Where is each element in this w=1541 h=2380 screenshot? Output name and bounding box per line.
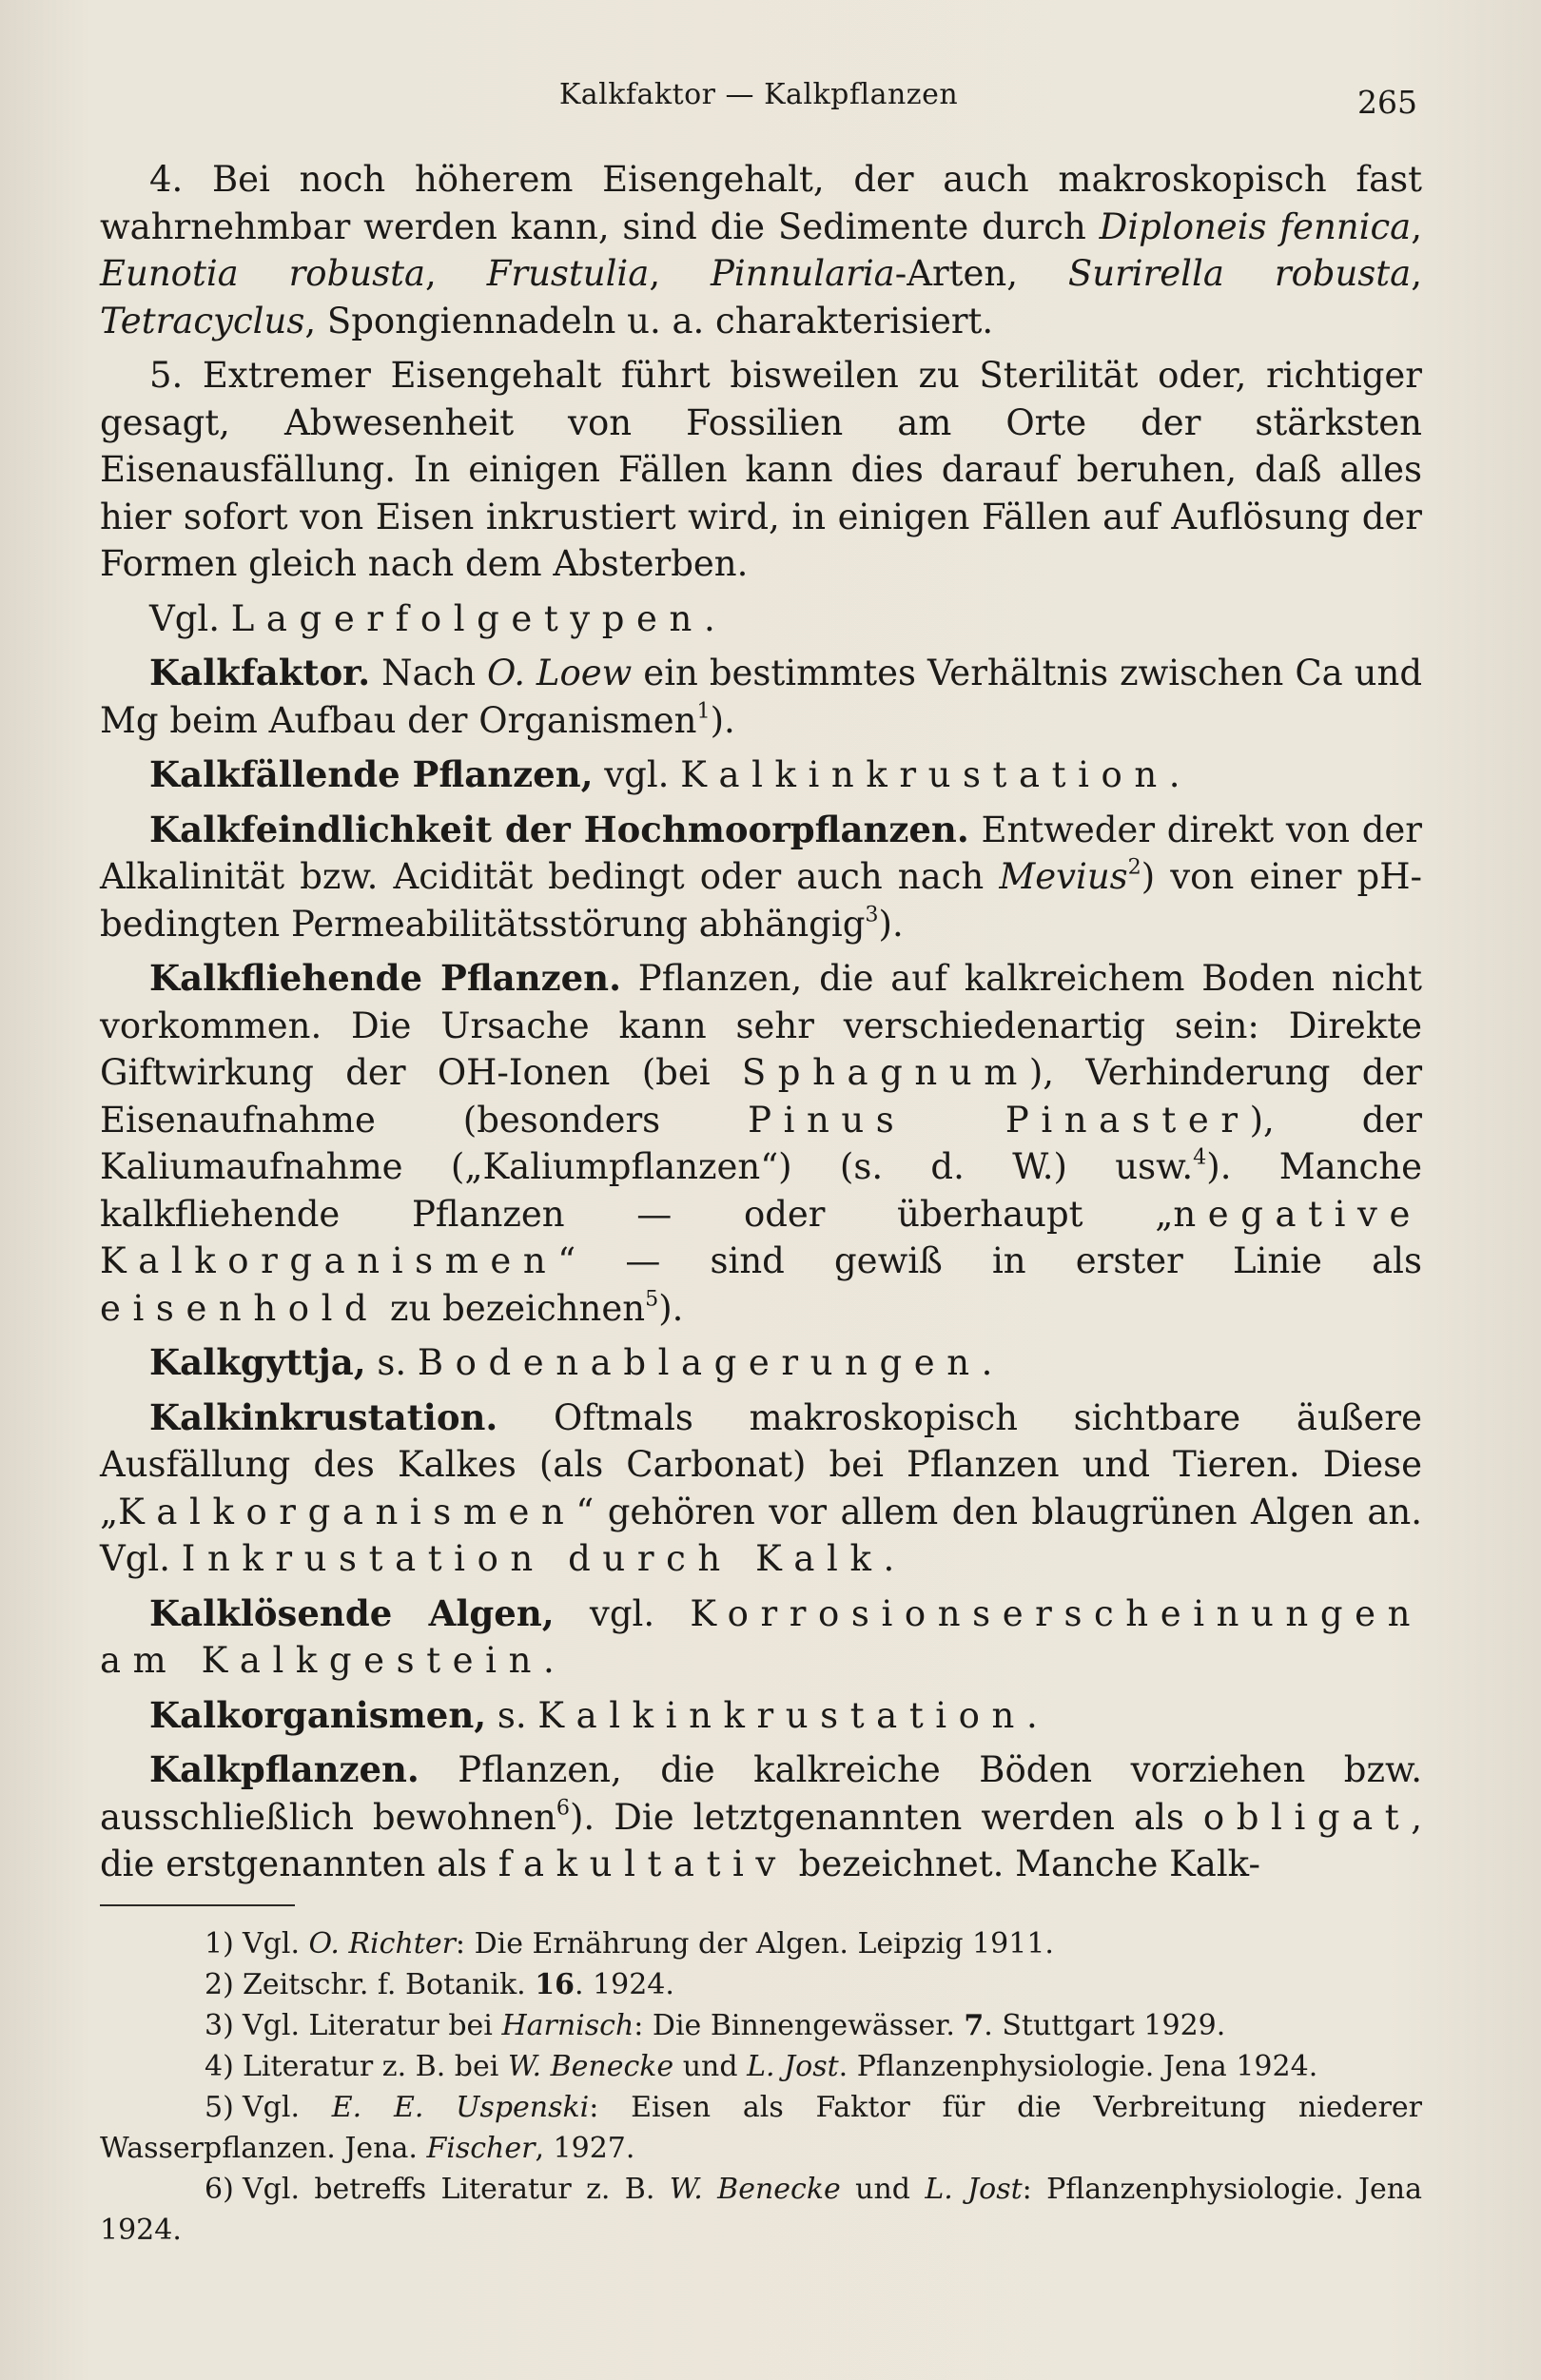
author-name: O. Richter (308, 1927, 456, 1961)
spaced-term: fakultativ (497, 1844, 788, 1884)
footnote-6 (100, 2169, 1422, 2251)
entry-headword: Kalklösende Algen, (149, 1591, 555, 1634)
text-run: vgl. (554, 1592, 691, 1634)
text-run: Zeitschr. f. Botanik. (243, 1968, 536, 2001)
footnote-number: 3) (205, 2009, 234, 2042)
spaced-term: eisenhold (100, 1287, 380, 1329)
entry-kalkfaellende-pflanzen (100, 751, 1422, 799)
paragraph-iron-4 (100, 156, 1422, 344)
text-run: : Die Binnengewässer. (634, 2009, 965, 2042)
text-run: ). (658, 1287, 684, 1329)
entry-kalkpflanzen (100, 1746, 1422, 1888)
text-run: . Pflanzenphysiologie. Jena 1924. (838, 2050, 1318, 2083)
text-run: Literatur z. B. bei (243, 2050, 508, 2083)
text-run: , (1411, 253, 1422, 294)
entry-kalkfeindlichkeit (100, 807, 1422, 948)
text-run: ). (710, 699, 735, 741)
main-text (100, 156, 1422, 1888)
author-name: L. Jost (925, 2173, 1023, 2206)
text-run: “ gehören vor allem den blaugrünen Algen an. Vgl. (100, 1491, 1422, 1579)
text-run: , Spongiennadeln u. a. charakterisiert. (304, 300, 994, 341)
footnote-5 (100, 2087, 1422, 2169)
taxon-name: Diploneis fennica (1099, 205, 1412, 247)
volume-number: 16 (535, 1968, 575, 2001)
text-run: . Stuttgart 1929. (984, 2009, 1226, 2042)
footnote-ref: 6 (556, 1794, 570, 1820)
entry-kalkorganismen (100, 1692, 1422, 1740)
author-name: W. Benecke (669, 2173, 841, 2206)
text-run: und (673, 2050, 748, 2083)
text-run: , (1411, 205, 1422, 247)
footnote-number: 4) (205, 2050, 234, 2083)
entry-kalkfaktor (100, 650, 1422, 744)
cross-reference: Korrosionserscheinungen am Kalkgestein (100, 1592, 1422, 1681)
author-name: L. Jost (747, 2050, 839, 2083)
spaced-term: Sphagnum (741, 1052, 1029, 1093)
text-run: “ — sind gewiß in erster Linie als (557, 1240, 1422, 1281)
volume-number: 7 (964, 2009, 985, 2042)
entry-headword: Kalkfaktor. (149, 652, 371, 693)
text-run: . (981, 1342, 993, 1383)
author-name: E. E. Uspenski (331, 2091, 590, 2124)
footnote-1 (100, 1923, 1422, 1964)
entry-headword: Kalkgyttja, (149, 1341, 366, 1383)
text-run: . (1025, 1694, 1038, 1736)
text-run: . (542, 1640, 555, 1681)
entry-headword: Kalkorganismen, (149, 1693, 487, 1736)
text-run: -Arten, (894, 253, 1068, 294)
text-run: Pflanzen, die kalkreiche Böden vorziehen bzw. ausschließlich bewohnen (100, 1749, 1422, 1838)
entry-kalkloesende-algen (100, 1590, 1422, 1685)
taxon-name: Tetracyclus (100, 300, 305, 341)
text-run: und (840, 2173, 926, 2206)
text-run: Vgl. (243, 2091, 332, 2124)
text-run: , (425, 253, 487, 294)
text-run: s. (365, 1342, 418, 1383)
text-run: . (1168, 754, 1180, 795)
text-run: ). (878, 903, 904, 945)
text-run: ), Verhinderung der Eisenaufnahme (besonders (100, 1052, 1422, 1141)
spaced-term: Kalkorganismen (118, 1491, 576, 1532)
page-header (100, 74, 1417, 122)
spaced-term: negative Kalkorganismen (100, 1193, 1422, 1281)
entry-kalkinkrustation (100, 1395, 1422, 1583)
text-run: , die erstgenannten als (100, 1796, 1422, 1884)
footnote-number: 5) (205, 2091, 234, 2124)
footnote-2 (100, 1964, 1422, 2005)
paragraph-iron-5: 5. Extremer Eisengehalt führt bisweilen zu Sterilität oder, richtiger gesagt, Abwesenheit von Fossilien am Orte der stärksten Eisenausfällung. In einigen Fällen kann dies darauf beruhen, daß alles hier sofort von Eisen inkrustiert wird, in einigen Fällen auf Auflösung der Formen gleich nach dem Absterben. (100, 355, 1422, 584)
spaced-term: Pinus Pinaster (748, 1099, 1250, 1141)
text-run: vgl. (593, 754, 681, 795)
text-run: Entweder direkt von der Alkalinität bzw. Acidität bedingt oder auch nach (100, 809, 1422, 897)
footnote-4 (100, 2046, 1422, 2087)
author-name: Mevius (999, 856, 1128, 897)
text-run: : Eisen als Faktor für die Verbreitung niederer Wasserpflanzen. Jena. (100, 2091, 1422, 2165)
footnote-ref: 3 (865, 901, 879, 927)
footnote-ref: 1 (696, 697, 711, 723)
footnote-3 (100, 2005, 1422, 2046)
entry-kalkfliehende-pflanzen (100, 955, 1422, 1332)
footnote-number: 6) (205, 2173, 234, 2206)
text-run: . (703, 597, 715, 639)
cross-reference: Inkrustation durch Kalk (181, 1538, 884, 1579)
footnotes (100, 1923, 1422, 2251)
cross-reference: Kalkinkrustation (537, 1694, 1026, 1736)
spaced-term: obligat (1202, 1796, 1412, 1838)
text-run: Vgl. betreffs Literatur z. B. (243, 2173, 670, 2206)
text-run: , (649, 253, 712, 294)
entry-headword: Kalkfällende Pflanzen, (149, 753, 594, 795)
text-run: Vgl. (243, 1927, 309, 1961)
text-run: : Die Ernährung der Algen. Leipzig 1911. (455, 1927, 1054, 1961)
entry-kalkgyttja (100, 1339, 1422, 1387)
text-run: bezeichnet. Manche Kalk- (787, 1844, 1260, 1884)
text-run: Pflanzen, die auf kalkreichem Boden nicht vorkommen. Die Ursache kann sehr verschiedenartig sein: Direkte Giftwirkung der OH-Ionen (bei (100, 958, 1423, 1093)
footnote-divider (100, 1904, 295, 1906)
taxon-name: Surirella robusta (1067, 253, 1412, 294)
text-run: . (883, 1538, 895, 1579)
text-run: ), der Kaliumaufnahme („Kaliumpflanzen“) (s. d. W.) usw. (100, 1099, 1422, 1187)
entry-headword: Kalkpflanzen. (149, 1748, 419, 1790)
taxon-name: Eunotia robusta (100, 253, 426, 294)
text-run: Vgl. Literatur bei (243, 2009, 502, 2042)
running-title: Kalkfaktor — Kalkpflanzen (558, 78, 959, 111)
cross-reference: Bodenablagerungen (417, 1342, 982, 1383)
author-name: O. Loew (487, 653, 633, 693)
text-run: . 1924. (574, 1968, 674, 2001)
footnote-ref: 4 (1193, 1144, 1207, 1170)
text-run: : Pflanzenphysiologie. Jena 1924. (100, 2173, 1422, 2247)
text-run: ). Manche kalkfliehende Pflanzen — oder überhaupt „ (100, 1146, 1423, 1235)
author-name: W. Benecke (507, 2050, 674, 2083)
text-run: Vgl. (149, 597, 231, 639)
cross-reference: Kalkinkrustation (680, 754, 1169, 795)
footnote-ref: 5 (645, 1285, 659, 1311)
text-run: ) von einer pH-bedingten Permeabilitätsstörung abhängig (100, 856, 1423, 945)
text-run: ). Die letztgenannten werden als (569, 1796, 1203, 1838)
text-run: , 1927. (535, 2132, 635, 2165)
footnote-ref: 2 (1127, 854, 1141, 880)
text-run: 4. Bei noch höherem Eisengehalt, der auch makroskopisch fast wahrnehmbar werden kann, sind die Sedimente durch (100, 159, 1422, 247)
text-run: zu bezeichnen (379, 1287, 646, 1329)
entry-headword: Kalkinkrustation. (149, 1395, 498, 1438)
text-run: Nach (370, 653, 488, 693)
entry-headword: Kalkfliehende Pflanzen. (149, 957, 621, 999)
page-number: 265 (1357, 84, 1417, 121)
footnote-number: 1) (205, 1927, 234, 1961)
taxon-name: Frustulia (486, 253, 650, 294)
publisher-name: Fischer (426, 2132, 536, 2165)
taxon-name: Pinnularia (711, 253, 895, 294)
footnote-number: 2) (205, 1968, 234, 2001)
text-run: ein bestimmtes Verhältnis zwischen Ca und Mg beim Aufbau der Organismen (100, 653, 1422, 741)
author-name: Harnisch (501, 2009, 634, 2042)
text-run: s. (486, 1694, 538, 1736)
paragraph-see-also (100, 595, 1422, 643)
entry-headword: Kalkfeindlichkeit der Hochmoorpflanzen. (149, 808, 969, 850)
cross-reference: Lagerfolgetypen (230, 597, 704, 639)
text-run: Oftmals makroskopisch sichtbare äußere Ausfällung des Kalkes (als Carbonat) bei Pflanzen und Tieren. Diese „ (100, 1396, 1422, 1532)
